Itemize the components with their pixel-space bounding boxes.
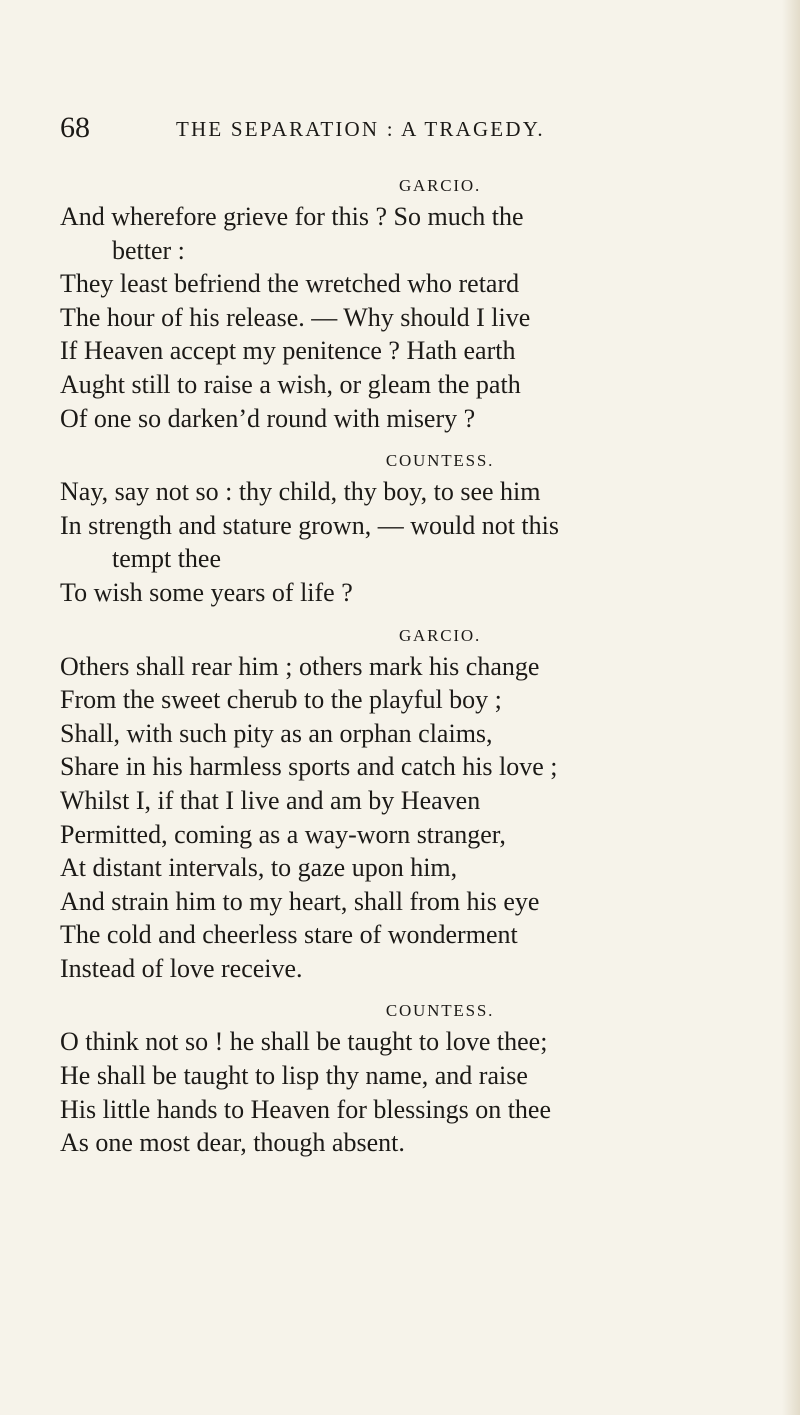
verse-line: better : — [112, 235, 185, 265]
verse-line: Nay, say not so : thy child, thy boy, to see him — [60, 477, 541, 507]
running-title: THE SEPARATION : A TRAGEDY. — [176, 117, 545, 141]
speech-block — [60, 447, 780, 609]
play-text — [60, 172, 780, 1172]
verse-line: O think not so ! he shall be taught to love thee; — [60, 1027, 548, 1057]
verse-line: From the sweet cherub to the playful boy ; — [60, 685, 502, 715]
speaker-name: GARCIO. — [398, 176, 482, 195]
verse-line: Permitted, coming as a way-worn stranger, — [60, 819, 506, 849]
verse-line: Others shall rear him ; others mark his change — [60, 651, 540, 681]
page-number: 68 — [60, 111, 90, 144]
verse-line: At distant intervals, to gaze upon him, — [60, 853, 458, 883]
verse-line: His little hands to Heaven for blessings on thee — [60, 1094, 552, 1124]
verse-line: And wherefore grieve for this ? So much the — [60, 202, 524, 231]
page-header — [60, 108, 760, 148]
verse-line: tempt thee — [112, 544, 222, 574]
verse-line: Aught still to raise a wish, or gleam the path — [60, 369, 521, 399]
page-edge-shadow — [782, 0, 800, 1415]
verse-line: Shall, with such pity as an orphan claims, — [60, 718, 493, 748]
speaker-name: GARCIO. — [398, 625, 482, 645]
verse-line: Share in his harmless sports and catch his love ; — [60, 752, 558, 782]
speaker-name: COUNTESS. — [385, 1001, 495, 1021]
verse-line: Of one so darken’d round with misery ? — [60, 403, 476, 433]
verse-line: And strain him to my heart, shall from his eye — [60, 886, 540, 916]
verse-line: The hour of his release. — Why should I live — [60, 302, 531, 332]
verse-line: To wish some years of life ? — [60, 577, 353, 607]
verse-line: He shall be taught to lisp thy name, and raise — [60, 1061, 528, 1091]
verse-line: Whilst I, if that I live and am by Heaven — [60, 785, 481, 815]
speaker-name: COUNTESS. — [385, 451, 495, 471]
verse-line: Instead of love receive. — [60, 953, 303, 983]
speech-block — [60, 997, 780, 1159]
verse-line: They least befriend the wretched who retard — [60, 269, 520, 299]
verse-line: In strength and stature grown, — would not this — [60, 510, 559, 540]
verse-line: If Heaven accept my penitence ? Hath earth — [60, 336, 516, 366]
speech-block — [60, 622, 780, 986]
verse-line: The cold and cheerless stare of wonderment — [60, 920, 518, 950]
verse-line: As one most dear, though absent. — [60, 1128, 405, 1158]
speech-block — [60, 172, 780, 435]
